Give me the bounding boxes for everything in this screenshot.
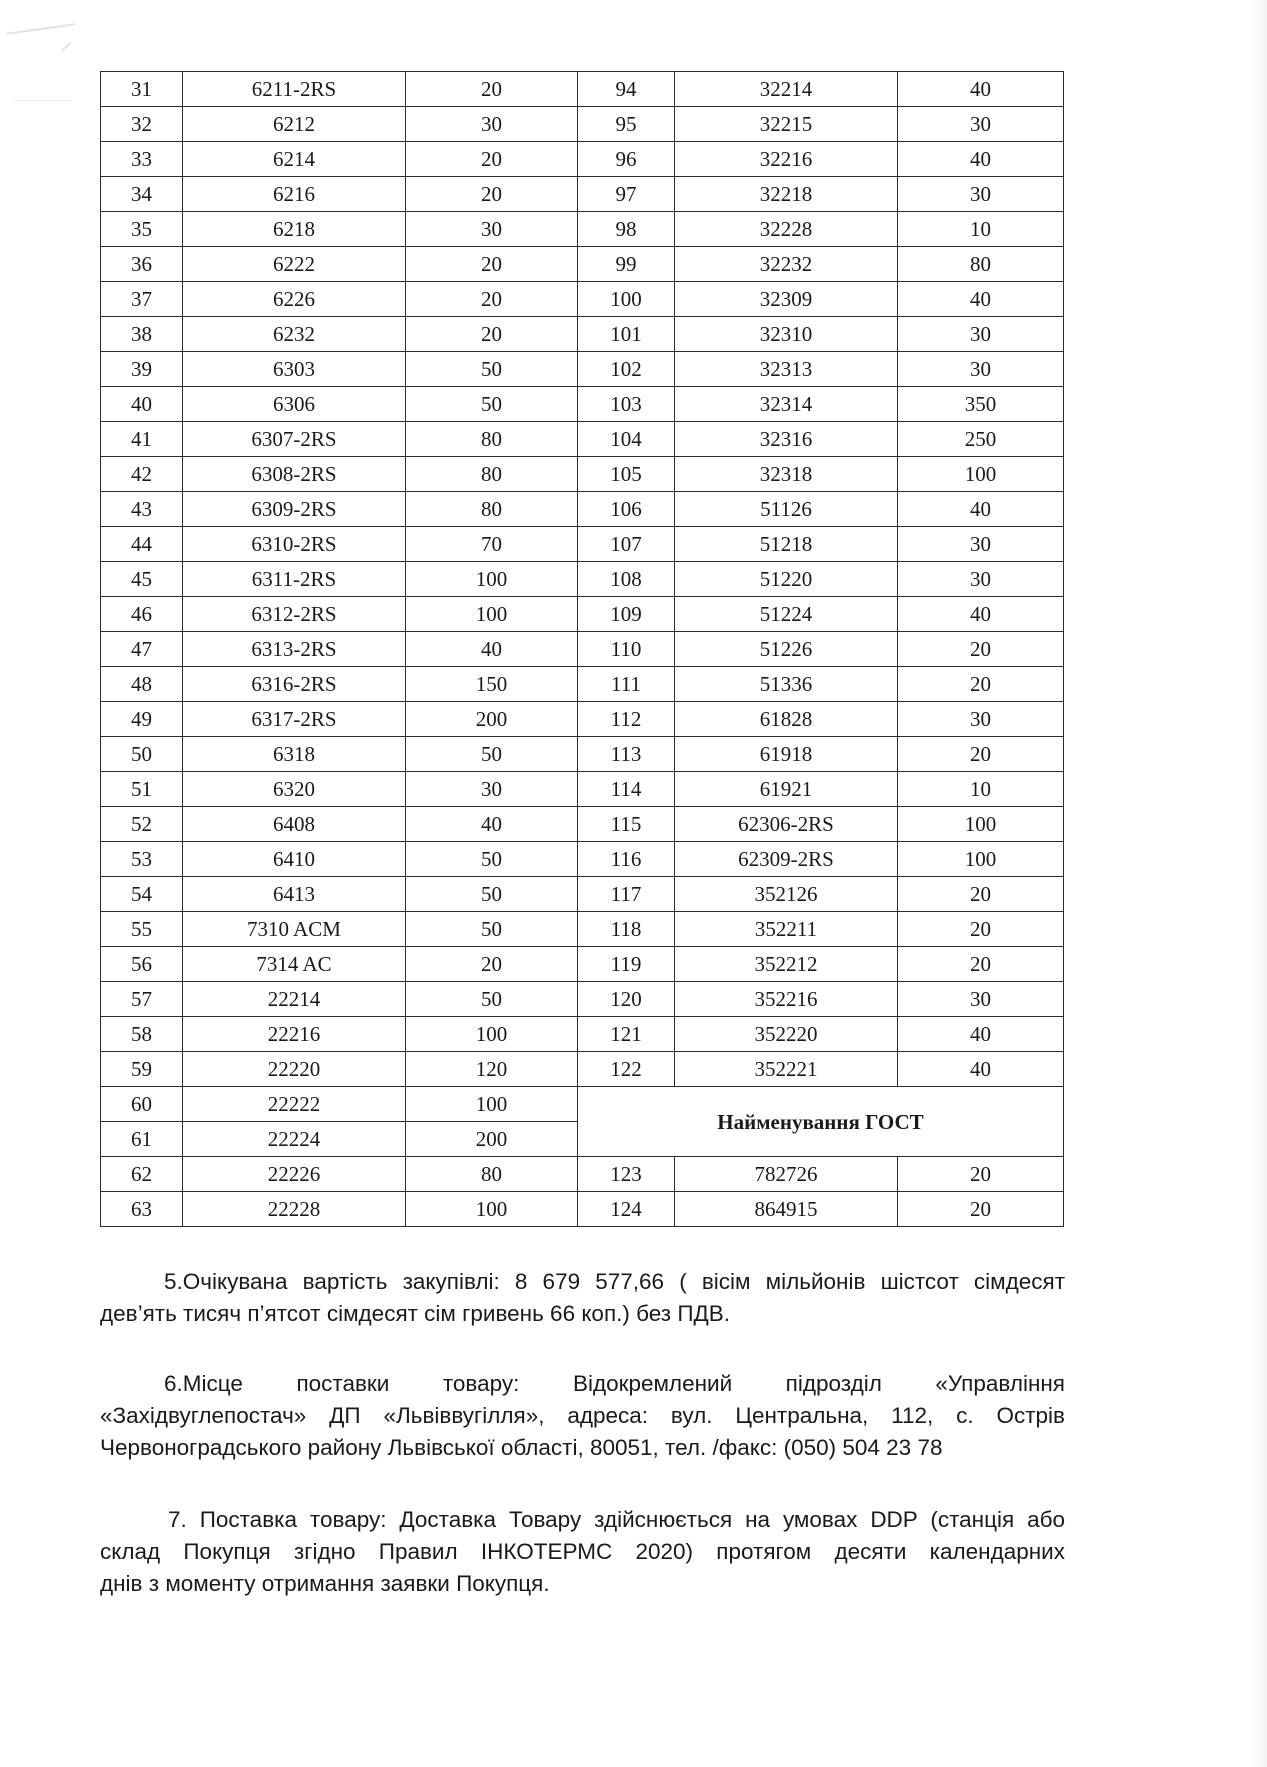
section-7-line-2: склад Покупця згідно Правил ІНКОТЕРМС 2020) протягом десяти календарних — [100, 1539, 1065, 1564]
row-number-cell: 53 — [101, 842, 183, 877]
table-row — [101, 387, 1064, 422]
table-row — [101, 107, 1064, 142]
row-number-cell: 55 — [101, 912, 183, 947]
quantity-cell: 40 — [898, 492, 1064, 527]
row-number-cell: 105 — [578, 457, 675, 492]
row-number-cell: 99 — [578, 247, 675, 282]
row-number-cell: 101 — [578, 317, 675, 352]
table-row — [101, 737, 1064, 772]
bearing-code-cell: 6303 — [183, 352, 406, 387]
quantity-cell: 20 — [406, 282, 578, 317]
row-number-cell: 45 — [101, 562, 183, 597]
table-row — [101, 492, 1064, 527]
gost-section-header: Найменування ГОСТ — [578, 1087, 1064, 1157]
table-row — [101, 422, 1064, 457]
row-number-cell: 61 — [101, 1122, 183, 1157]
quantity-cell: 40 — [898, 142, 1064, 177]
bearing-code-cell: 6218 — [183, 212, 406, 247]
bearing-code-cell: 32215 — [675, 107, 898, 142]
quantity-cell: 50 — [406, 352, 578, 387]
row-number-cell: 94 — [578, 72, 675, 107]
section-6-line-3: Червоноградського району Львівської області, 80051, тел. /факс: (050) 504 23 78 — [100, 1435, 943, 1460]
row-number-cell: 44 — [101, 527, 183, 562]
bearing-code-cell: 352220 — [675, 1017, 898, 1052]
table-row — [101, 807, 1064, 842]
bearing-code-cell: 352212 — [675, 947, 898, 982]
bearings-table — [100, 71, 1064, 1227]
quantity-cell: 30 — [898, 317, 1064, 352]
bearing-code-cell: 6306 — [183, 387, 406, 422]
table-row — [101, 247, 1064, 282]
quantity-cell: 50 — [406, 877, 578, 912]
quantity-cell: 200 — [406, 1122, 578, 1157]
row-number-cell: 117 — [578, 877, 675, 912]
bearing-code-cell: 352211 — [675, 912, 898, 947]
quantity-cell: 70 — [406, 527, 578, 562]
quantity-cell: 100 — [406, 562, 578, 597]
quantity-cell: 20 — [406, 177, 578, 212]
bearing-code-cell: 6408 — [183, 807, 406, 842]
quantity-cell: 100 — [406, 1192, 578, 1227]
bearing-code-cell: 6311-2RS — [183, 562, 406, 597]
row-number-cell: 103 — [578, 387, 675, 422]
quantity-cell: 50 — [406, 912, 578, 947]
bearing-code-cell: 6216 — [183, 177, 406, 212]
bearing-code-cell: 7310 ACM — [183, 912, 406, 947]
table-row — [101, 597, 1064, 632]
table-row — [101, 632, 1064, 667]
table-row — [101, 457, 1064, 492]
quantity-cell: 100 — [406, 1087, 578, 1122]
bearing-code-cell: 51336 — [675, 667, 898, 702]
row-number-cell: 33 — [101, 142, 183, 177]
row-number-cell: 31 — [101, 72, 183, 107]
table-row — [101, 212, 1064, 247]
section-7-line-1: 7. Поставка товару: Доставка Товару здійснюється на умовах DDP (станція або — [168, 1507, 1065, 1532]
bearing-code-cell: 22216 — [183, 1017, 406, 1052]
table-row — [101, 842, 1064, 877]
quantity-cell: 40 — [406, 632, 578, 667]
row-number-cell: 114 — [578, 772, 675, 807]
quantity-cell: 20 — [406, 947, 578, 982]
table-row — [101, 982, 1064, 1017]
table-row — [101, 562, 1064, 597]
table-row — [101, 1017, 1064, 1052]
table-row — [101, 702, 1064, 737]
bearing-code-cell: 32313 — [675, 352, 898, 387]
quantity-cell: 50 — [406, 737, 578, 772]
table-row — [101, 72, 1064, 107]
quantity-cell: 250 — [898, 422, 1064, 457]
row-number-cell: 98 — [578, 212, 675, 247]
quantity-cell: 20 — [406, 317, 578, 352]
quantity-cell: 80 — [406, 492, 578, 527]
bearing-code-cell: 7314 AC — [183, 947, 406, 982]
table-row — [101, 947, 1064, 982]
row-number-cell: 48 — [101, 667, 183, 702]
quantity-cell: 100 — [406, 1017, 578, 1052]
bearing-code-cell: 6317-2RS — [183, 702, 406, 737]
row-number-cell: 120 — [578, 982, 675, 1017]
bearing-code-cell: 22228 — [183, 1192, 406, 1227]
quantity-cell: 50 — [406, 842, 578, 877]
quantity-cell: 80 — [406, 457, 578, 492]
table-row — [101, 912, 1064, 947]
quantity-cell: 30 — [898, 702, 1064, 737]
row-number-cell: 102 — [578, 352, 675, 387]
bearing-code-cell: 352221 — [675, 1052, 898, 1087]
bearing-code-cell: 6222 — [183, 247, 406, 282]
quantity-cell: 30 — [406, 772, 578, 807]
bearing-code-cell: 32310 — [675, 317, 898, 352]
row-number-cell: 107 — [578, 527, 675, 562]
row-number-cell: 35 — [101, 212, 183, 247]
bearing-code-cell: 61828 — [675, 702, 898, 737]
row-number-cell: 40 — [101, 387, 183, 422]
bearing-code-cell: 51218 — [675, 527, 898, 562]
table-row — [101, 772, 1064, 807]
bearing-code-cell: 62306-2RS — [675, 807, 898, 842]
quantity-cell: 20 — [898, 737, 1064, 772]
row-number-cell: 100 — [578, 282, 675, 317]
bearing-code-cell: 32232 — [675, 247, 898, 282]
row-number-cell: 49 — [101, 702, 183, 737]
row-number-cell: 111 — [578, 667, 675, 702]
bearing-code-cell: 6212 — [183, 107, 406, 142]
quantity-cell: 20 — [898, 632, 1064, 667]
bearing-code-cell: 22222 — [183, 1087, 406, 1122]
bearing-code-cell: 32318 — [675, 457, 898, 492]
quantity-cell: 30 — [898, 352, 1064, 387]
table-row — [101, 667, 1064, 702]
quantity-cell: 30 — [898, 107, 1064, 142]
quantity-cell: 20 — [406, 72, 578, 107]
row-number-cell: 108 — [578, 562, 675, 597]
bearing-code-cell: 6316-2RS — [183, 667, 406, 702]
row-number-cell: 37 — [101, 282, 183, 317]
section-5-line-1: 5.Очікувана вартість закупівлі: 8 679 577,66 ( вісім мільйонів шістсот сімдесят — [164, 1269, 1065, 1294]
bearing-code-cell: 6320 — [183, 772, 406, 807]
bearing-code-cell: 32316 — [675, 422, 898, 457]
row-number-cell: 58 — [101, 1017, 183, 1052]
quantity-cell: 40 — [898, 597, 1064, 632]
bearing-code-cell: 32214 — [675, 72, 898, 107]
row-number-cell: 47 — [101, 632, 183, 667]
quantity-cell: 20 — [898, 667, 1064, 702]
scan-artifact — [6, 23, 76, 35]
row-number-cell: 95 — [578, 107, 675, 142]
section-6-delivery-place — [100, 1368, 1065, 1464]
bearing-code-cell: 51220 — [675, 562, 898, 597]
scan-artifact — [61, 42, 71, 51]
quantity-cell: 100 — [898, 842, 1064, 877]
section-5-line-2: дев’ять тисяч п’ятсот сімдесят сім гривень 66 коп.) без ПДВ. — [100, 1301, 731, 1326]
quantity-cell: 40 — [898, 1052, 1064, 1087]
row-number-cell: 122 — [578, 1052, 675, 1087]
row-number-cell: 32 — [101, 107, 183, 142]
row-number-cell: 43 — [101, 492, 183, 527]
table-row — [101, 177, 1064, 212]
quantity-cell: 20 — [898, 1157, 1064, 1192]
bearing-code-cell: 6413 — [183, 877, 406, 912]
bearing-code-cell: 6310-2RS — [183, 527, 406, 562]
section-7-delivery-terms — [100, 1504, 1065, 1600]
bearing-code-cell: 22226 — [183, 1157, 406, 1192]
bearing-code-cell: 32314 — [675, 387, 898, 422]
row-number-cell: 97 — [578, 177, 675, 212]
quantity-cell: 20 — [898, 912, 1064, 947]
page-edge-shadow — [1251, 0, 1267, 1767]
bearing-code-cell: 32218 — [675, 177, 898, 212]
table-row — [101, 142, 1064, 177]
quantity-cell: 100 — [898, 457, 1064, 492]
table-row — [101, 1087, 1064, 1122]
bearing-code-cell: 6232 — [183, 317, 406, 352]
bearing-code-cell: 62309-2RS — [675, 842, 898, 877]
bearing-code-cell: 61921 — [675, 772, 898, 807]
row-number-cell: 51 — [101, 772, 183, 807]
quantity-cell: 200 — [406, 702, 578, 737]
section-6-line-2: «Західвуглепостач» ДП «Львіввугілля», адреса: вул. Центральна, 112, с. Острів — [100, 1403, 1065, 1428]
row-number-cell: 56 — [101, 947, 183, 982]
row-number-cell: 52 — [101, 807, 183, 842]
bearing-code-cell: 6318 — [183, 737, 406, 772]
quantity-cell: 20 — [406, 247, 578, 282]
table-row — [101, 282, 1064, 317]
row-number-cell: 39 — [101, 352, 183, 387]
row-number-cell: 116 — [578, 842, 675, 877]
row-number-cell: 115 — [578, 807, 675, 842]
row-number-cell: 106 — [578, 492, 675, 527]
table-row — [101, 317, 1064, 352]
row-number-cell: 109 — [578, 597, 675, 632]
table-row — [101, 527, 1064, 562]
quantity-cell: 80 — [406, 422, 578, 457]
bearing-code-cell: 6308-2RS — [183, 457, 406, 492]
table-row — [101, 1192, 1064, 1227]
bearing-code-cell: 32228 — [675, 212, 898, 247]
bearing-code-cell: 51226 — [675, 632, 898, 667]
quantity-cell: 100 — [406, 597, 578, 632]
row-number-cell: 110 — [578, 632, 675, 667]
quantity-cell: 40 — [898, 282, 1064, 317]
row-number-cell: 36 — [101, 247, 183, 282]
bearing-code-cell: 61918 — [675, 737, 898, 772]
table-row — [101, 1157, 1064, 1192]
row-number-cell: 104 — [578, 422, 675, 457]
row-number-cell: 62 — [101, 1157, 183, 1192]
row-number-cell: 60 — [101, 1087, 183, 1122]
table-row — [101, 1052, 1064, 1087]
bearing-code-cell: 6313-2RS — [183, 632, 406, 667]
section-5-expected-cost — [100, 1266, 1065, 1330]
quantity-cell: 20 — [898, 1192, 1064, 1227]
bearings-table-body — [101, 72, 1064, 1227]
bearing-code-cell: 6307-2RS — [183, 422, 406, 457]
bearing-code-cell: 6211-2RS — [183, 72, 406, 107]
quantity-cell: 30 — [898, 177, 1064, 212]
row-number-cell: 113 — [578, 737, 675, 772]
row-number-cell: 41 — [101, 422, 183, 457]
quantity-cell: 10 — [898, 772, 1064, 807]
quantity-cell: 30 — [406, 107, 578, 142]
bearing-code-cell: 6309-2RS — [183, 492, 406, 527]
bearing-code-cell: 864915 — [675, 1192, 898, 1227]
quantity-cell: 30 — [898, 982, 1064, 1017]
bearing-code-cell: 22220 — [183, 1052, 406, 1087]
bearing-code-cell: 22224 — [183, 1122, 406, 1157]
bearing-code-cell: 6312-2RS — [183, 597, 406, 632]
quantity-cell: 40 — [406, 807, 578, 842]
quantity-cell: 100 — [898, 807, 1064, 842]
quantity-cell: 30 — [898, 527, 1064, 562]
bearing-code-cell: 22214 — [183, 982, 406, 1017]
row-number-cell: 34 — [101, 177, 183, 212]
quantity-cell: 80 — [898, 247, 1064, 282]
bearing-code-cell: 32309 — [675, 282, 898, 317]
bearing-code-cell: 6410 — [183, 842, 406, 877]
row-number-cell: 112 — [578, 702, 675, 737]
quantity-cell: 20 — [898, 877, 1064, 912]
section-6-line-1: 6.Місце поставки товару: Відокремлений підрозділ «Управління — [164, 1371, 1065, 1396]
row-number-cell: 59 — [101, 1052, 183, 1087]
row-number-cell: 54 — [101, 877, 183, 912]
quantity-cell: 30 — [406, 212, 578, 247]
quantity-cell: 30 — [898, 562, 1064, 597]
quantity-cell: 150 — [406, 667, 578, 702]
quantity-cell: 10 — [898, 212, 1064, 247]
bearing-code-cell: 51224 — [675, 597, 898, 632]
quantity-cell: 350 — [898, 387, 1064, 422]
quantity-cell: 20 — [406, 142, 578, 177]
quantity-cell: 20 — [898, 947, 1064, 982]
row-number-cell: 57 — [101, 982, 183, 1017]
quantity-cell: 80 — [406, 1157, 578, 1192]
row-number-cell: 96 — [578, 142, 675, 177]
quantity-cell: 40 — [898, 1017, 1064, 1052]
table-row — [101, 877, 1064, 912]
bearing-code-cell: 51126 — [675, 492, 898, 527]
row-number-cell: 121 — [578, 1017, 675, 1052]
row-number-cell: 119 — [578, 947, 675, 982]
quantity-cell: 40 — [898, 72, 1064, 107]
quantity-cell: 120 — [406, 1052, 578, 1087]
scan-artifact — [12, 100, 72, 101]
quantity-cell: 50 — [406, 387, 578, 422]
row-number-cell: 123 — [578, 1157, 675, 1192]
row-number-cell: 63 — [101, 1192, 183, 1227]
bearing-code-cell: 782726 — [675, 1157, 898, 1192]
bearing-code-cell: 6214 — [183, 142, 406, 177]
row-number-cell: 42 — [101, 457, 183, 492]
bearing-code-cell: 32216 — [675, 142, 898, 177]
bearing-code-cell: 352126 — [675, 877, 898, 912]
bearing-code-cell: 6226 — [183, 282, 406, 317]
quantity-cell: 50 — [406, 982, 578, 1017]
row-number-cell: 38 — [101, 317, 183, 352]
row-number-cell: 50 — [101, 737, 183, 772]
row-number-cell: 46 — [101, 597, 183, 632]
section-7-line-3: днів з моменту отримання заявки Покупця. — [100, 1571, 550, 1596]
row-number-cell: 124 — [578, 1192, 675, 1227]
table-row — [101, 352, 1064, 387]
bearing-code-cell: 352216 — [675, 982, 898, 1017]
row-number-cell: 118 — [578, 912, 675, 947]
